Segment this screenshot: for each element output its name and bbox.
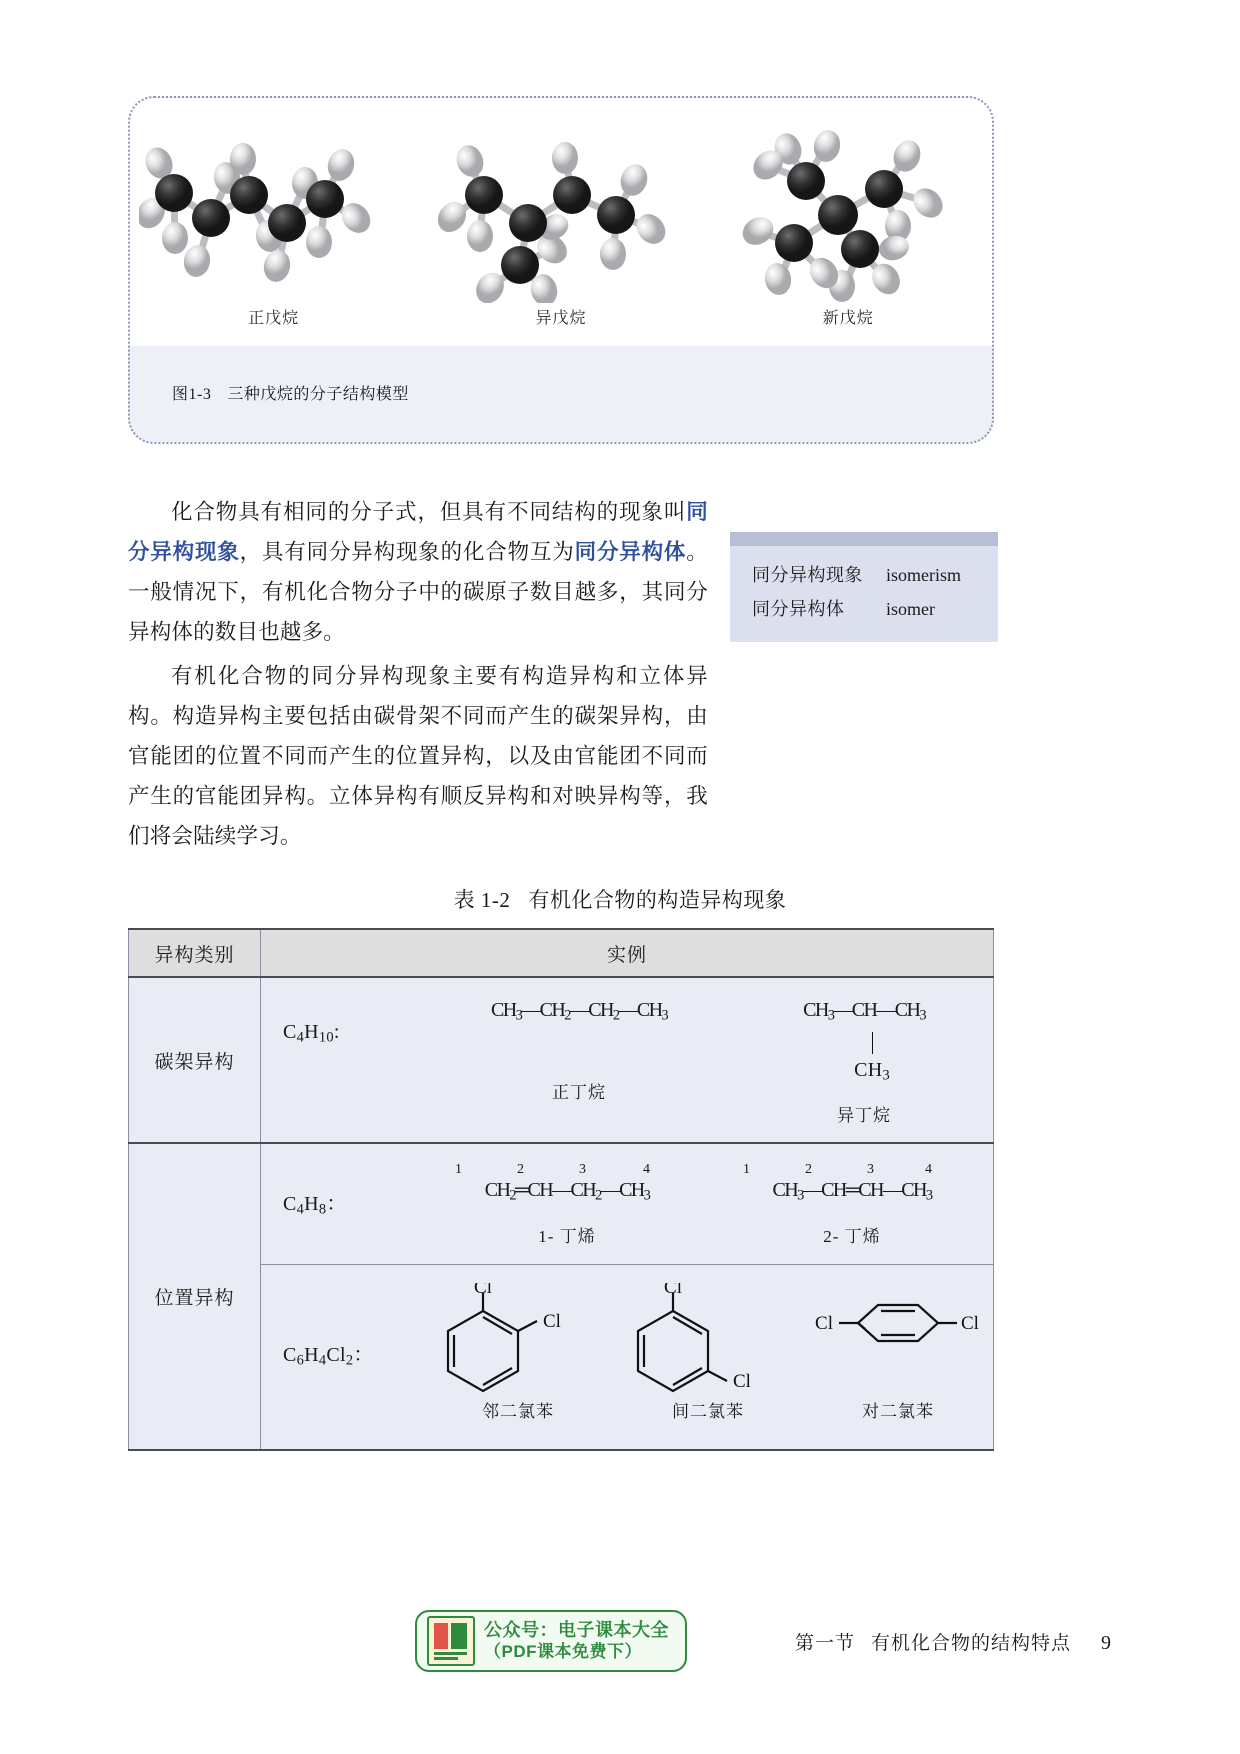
watermark-stamp — [415, 1610, 687, 1672]
header-isomer-type: 异构类别 — [129, 929, 261, 977]
meta-ring-svg — [613, 1283, 803, 1403]
stamp-line-2: （PDF课本免费下） — [484, 1642, 642, 1661]
header-examples: 实例 — [261, 929, 994, 977]
number: 1 — [743, 1162, 750, 1178]
number: 4 — [643, 1162, 650, 1178]
para1-seg3: 。一般情况下，有机化合物分子中的碳原子数目越多，其同分异构体的数目也越多。 — [128, 540, 708, 644]
structure-2-butene: $CH_3—CH═CH—CH_3$ — [772, 1179, 932, 1204]
number: 2 — [805, 1162, 812, 1178]
label-cl: Cl — [664, 1283, 682, 1299]
molecule-label: 正戊烷 — [248, 309, 300, 327]
ortho-ring-svg — [423, 1283, 613, 1403]
glossary-row — [752, 558, 998, 592]
keyword-isomerism: 同分异构现象 — [128, 500, 708, 564]
cell-examples-skeleton — [261, 977, 994, 1143]
name-isobutane: 异丁烷 — [837, 1106, 892, 1126]
glossary-term-cn: 同分异构现象 — [752, 565, 863, 585]
formula-label-c4h8: $C_4H_8$： — [283, 1193, 347, 1218]
name-para: 对二氯苯 — [862, 1402, 934, 1422]
table-title — [0, 884, 1240, 914]
ring-para — [803, 1283, 993, 1403]
example-ortho-dichlorobenzene — [423, 1283, 613, 1422]
ring-meta — [613, 1283, 803, 1403]
molecule-label: 新戊烷 — [822, 309, 874, 327]
section-label: 第一节 — [794, 1633, 855, 1654]
label-cl: Cl — [733, 1371, 751, 1393]
cell-examples-butene — [261, 1143, 994, 1265]
figure-caption — [172, 381, 409, 404]
glossary-term-en: isomer — [886, 599, 935, 619]
number: 3 — [867, 1162, 874, 1178]
example-n-butane — [491, 996, 667, 1103]
glossary-body — [730, 546, 998, 642]
page-number: 9 — [1101, 1632, 1112, 1654]
figure-caption-number: 图1-3 — [172, 386, 212, 403]
example-isobutane — [803, 996, 925, 1126]
glossary-row — [752, 592, 998, 626]
molecule-label: 异戊烷 — [535, 309, 587, 327]
table-title-text: 有机化合物的构造异构现象 — [528, 888, 787, 912]
page-info — [795, 1628, 1112, 1655]
stamp-line-1: 公众号：电子课本大全 — [484, 1620, 669, 1640]
molecule-row — [130, 120, 992, 340]
label-cl: Cl — [815, 1313, 833, 1335]
bond-vertical — [872, 1032, 873, 1054]
body-column — [128, 492, 708, 856]
book-icon — [427, 1616, 475, 1666]
cell-type-skeleton: 碳架异构 — [129, 977, 261, 1143]
ring-ortho — [423, 1283, 613, 1403]
number: 1 — [455, 1162, 462, 1178]
name-ortho: 邻二氯苯 — [482, 1402, 554, 1422]
table-title-number: 表 1-2 — [453, 888, 511, 912]
stamp-text — [484, 1619, 669, 1663]
isopentane-model — [436, 123, 686, 303]
number: 2 — [517, 1162, 524, 1178]
molecule-cell-isopentane — [426, 123, 696, 338]
example-1-butene — [451, 1162, 683, 1247]
paragraph-1 — [128, 492, 708, 652]
neopentane-model — [728, 123, 968, 303]
number: 3 — [579, 1162, 586, 1178]
name-1-butene: 1- 丁烯 — [538, 1226, 596, 1246]
keyword-isomer: 同分异构体 — [574, 540, 687, 564]
structure-1-butene: $CH_2═CH—CH_2—CH_3$ — [484, 1179, 650, 1204]
n-pentane-model — [139, 123, 409, 303]
figure-caption-text: 三种戊烷的分子结构模型 — [227, 386, 409, 403]
table-row — [129, 977, 994, 1143]
cell-examples-dichlorobenzene — [261, 1265, 994, 1451]
molecule-cell-n-pentane — [139, 123, 409, 338]
glossary-header-bar — [730, 532, 998, 546]
formula-label-c4h10: $C_4H_{10}$: — [283, 1021, 340, 1046]
table-body — [129, 977, 994, 1450]
figure-panel — [128, 96, 994, 444]
example-para-dichlorobenzene — [803, 1283, 993, 1422]
name-2-butene: 2- 丁烯 — [823, 1226, 881, 1246]
name-n-butane: 正丁烷 — [552, 1082, 607, 1102]
label-cl: Cl — [543, 1311, 561, 1333]
formula-label-c6h4cl2: $C_6H_4Cl_2$： — [283, 1344, 374, 1369]
glossary-box — [730, 532, 998, 642]
para1-seg2: ，具有同分异构现象的化合物互为 — [239, 540, 575, 564]
molecule-cell-neopentane — [713, 123, 983, 338]
table-header — [129, 929, 994, 977]
label-cl: Cl — [961, 1313, 979, 1335]
name-meta: 间二氯苯 — [672, 1402, 744, 1422]
page-footer — [0, 1610, 1240, 1676]
example-meta-dichlorobenzene — [613, 1283, 803, 1422]
para1-seg1: 化合物具有相同的分子式，但具有不同结构的现象叫 — [171, 500, 687, 524]
isobutane-branch — [811, 1030, 933, 1090]
table-header-row — [129, 929, 994, 977]
branch-methyl: $CH_3$ — [854, 1058, 890, 1084]
isomerism-table — [128, 928, 994, 1451]
glossary-term-en: isomerism — [886, 565, 961, 585]
example-2-butene — [739, 1162, 965, 1247]
table-row — [129, 1143, 994, 1265]
para-ring-svg — [803, 1283, 993, 1403]
cell-type-position: 位置异构 — [129, 1143, 261, 1450]
number: 4 — [925, 1162, 932, 1178]
structure-n-butane: $CH_3—CH_2—CH_2—CH_3$ — [491, 999, 668, 1024]
glossary-term-cn: 同分异构体 — [752, 599, 845, 619]
paragraph-2: 有机化合物的同分异构现象主要有构造异构和立体异构。构造异构主要包括由碳骨架不同而产生的碳架异构，由官能团的位置不同而产生的位置异构，以及由官能团不同而产生的官能团异构。立体异构有顺反异构和对映异构等，我们将会陆续学习。 — [128, 664, 708, 848]
section-title: 有机化合物的结构特点 — [870, 1633, 1071, 1654]
label-cl: Cl — [474, 1283, 492, 1299]
structure-isobutane: $CH_3—CH—CH_3$ — [803, 999, 925, 1024]
